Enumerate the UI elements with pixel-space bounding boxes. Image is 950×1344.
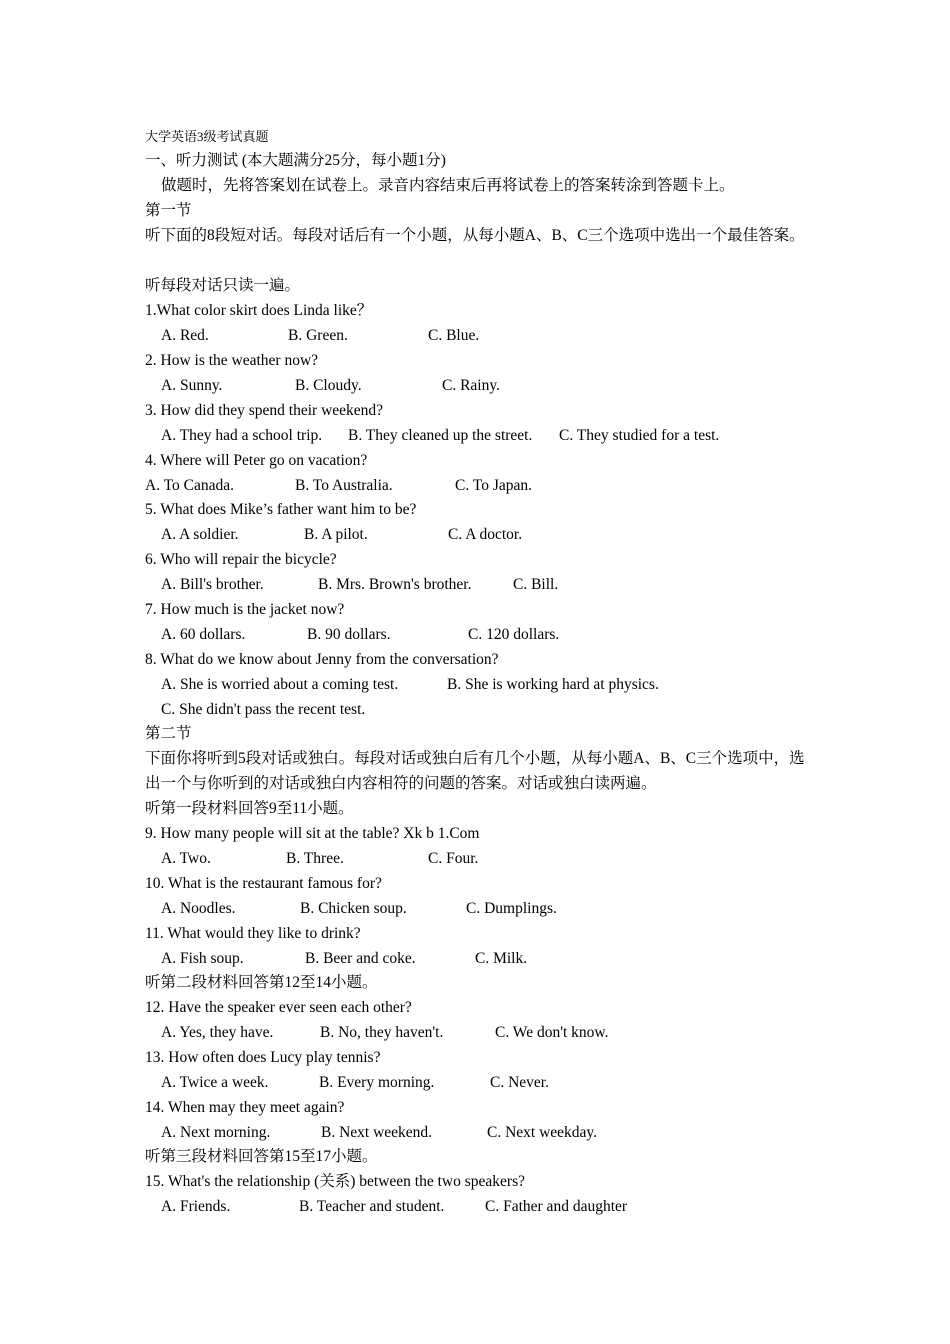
q4-option-a: A. To Canada. bbox=[145, 477, 235, 494]
question-3: 3. How did they spend their weekend? bbox=[145, 402, 384, 419]
material-2-note: 听第二段材料回答第12至14小题。 bbox=[145, 974, 378, 991]
q9-option-c: C. Four. bbox=[428, 850, 479, 867]
section1-description: 听下面的8段短对话。每段对话后有一个小题，从每小题A、B、C三个选项中选出一个最佳答案。 bbox=[145, 227, 805, 244]
q11-option-a: A. Fish soup. bbox=[161, 950, 244, 967]
q8-option-a: A. She is worried about a coming test. bbox=[161, 676, 399, 693]
q5-option-a: A. A soldier. bbox=[161, 526, 239, 543]
q3-option-c: C. They studied for a test. bbox=[559, 427, 720, 444]
q2-option-c: C. Rainy. bbox=[442, 377, 500, 394]
q15-option-b: B. Teacher and student. bbox=[299, 1198, 445, 1215]
q14-option-c: C. Next weekday. bbox=[487, 1124, 598, 1141]
q2-option-b: B. Cloudy. bbox=[295, 377, 362, 394]
q13-option-c: C. Never. bbox=[490, 1074, 549, 1091]
doc-title: 大学英语3级考试真题 bbox=[145, 129, 269, 144]
q7-option-b: B. 90 dollars. bbox=[307, 626, 391, 643]
section1-heading: 第一节 bbox=[145, 202, 192, 219]
question-6: 6. Who will repair the bicycle? bbox=[145, 551, 337, 568]
material-1-note: 听第一段材料回答9至11小题。 bbox=[145, 800, 354, 817]
q1-option-b: B. Green. bbox=[288, 327, 348, 344]
q9-option-b: B. Three. bbox=[286, 850, 344, 867]
question-1: 1.What color skirt does Linda like？ bbox=[145, 302, 373, 319]
question-13: 13. How often does Lucy play tennis? bbox=[145, 1049, 381, 1066]
question-7: 7. How much is the jacket now? bbox=[145, 601, 345, 618]
q4-option-b: B. To Australia. bbox=[295, 477, 393, 494]
q10-option-a: A. Noodles. bbox=[161, 900, 236, 917]
question-11: 11. What would they like to drink? bbox=[145, 925, 361, 942]
q8-option-c: C. She didn't pass the recent test. bbox=[161, 701, 366, 718]
q3-option-b: B. They cleaned up the street. bbox=[348, 427, 533, 444]
q2-option-a: A. Sunny. bbox=[161, 377, 223, 394]
q9-option-a: A. Two. bbox=[161, 850, 211, 867]
q7-option-a: A. 60 dollars. bbox=[161, 626, 246, 643]
q4-option-c: C. To Japan. bbox=[455, 477, 532, 494]
q12-option-b: B. No, they haven't. bbox=[320, 1024, 444, 1041]
question-14: 14. When may they meet again? bbox=[145, 1099, 345, 1116]
question-5: 5. What does Mike’s father want him to be? bbox=[145, 501, 417, 518]
q13-option-a: A. Twice a week. bbox=[161, 1074, 269, 1091]
q13-option-b: B. Every morning. bbox=[319, 1074, 435, 1091]
q3-option-a: A. They had a school trip. bbox=[161, 427, 323, 444]
q5-option-b: B. A pilot. bbox=[304, 526, 368, 543]
q7-option-c: C. 120 dollars. bbox=[468, 626, 560, 643]
q6-option-a: A. Bill's brother. bbox=[161, 576, 264, 593]
q1-option-a: A. Red. bbox=[161, 327, 209, 344]
q14-option-b: B. Next weekend. bbox=[321, 1124, 433, 1141]
q5-option-c: C. A doctor. bbox=[448, 526, 523, 543]
question-2: 2. How is the weather now? bbox=[145, 352, 319, 369]
question-9: 9. How many people will sit at the table? Xk b 1.Com bbox=[145, 825, 480, 842]
q6-option-b: B. Mrs. Brown's brother. bbox=[318, 576, 472, 593]
section2-description: 下面你将听到5段对话或独白。每段对话或独白后有几个小题，从每小题A、B、C三个选项中，选出一个与你听到的对话或独白内容相符的问题的答案。对话或独白读两遍。 bbox=[145, 750, 805, 792]
part1-heading: 一、听力测试 (本大题满分25分，每小题1分) bbox=[145, 152, 446, 169]
question-12: 12. Have the speaker ever seen each other? bbox=[145, 999, 412, 1016]
q11-option-c: C. Milk. bbox=[475, 950, 528, 967]
q15-option-c: C. Father and daughter bbox=[485, 1198, 628, 1215]
section2-heading: 第二节 bbox=[145, 725, 192, 742]
question-15: 15. What's the relationship (关系) between the two speakers? bbox=[145, 1173, 525, 1190]
q6-option-c: C. Bill. bbox=[513, 576, 559, 593]
material-3-note: 听第三段材料回答第15至17小题。 bbox=[145, 1148, 378, 1165]
q12-option-a: A. Yes, they have. bbox=[161, 1024, 274, 1041]
q14-option-a: A. Next morning. bbox=[161, 1124, 271, 1141]
q8-option-b: B. She is working hard at physics. bbox=[447, 676, 659, 693]
q15-option-a: A. Friends. bbox=[161, 1198, 231, 1215]
question-10: 10. What is the restaurant famous for? bbox=[145, 875, 382, 892]
section1-note: 听每段对话只读一遍。 bbox=[145, 277, 301, 294]
q10-option-c: C. Dumplings. bbox=[466, 900, 557, 917]
instruction: 做题时，先将答案划在试卷上。录音内容结束后再将试卷上的答案转涂到答题卡上。 bbox=[161, 177, 735, 194]
q10-option-b: B. Chicken soup. bbox=[300, 900, 407, 917]
q12-option-c: C. We don't know. bbox=[495, 1024, 609, 1041]
q1-option-c: C. Blue. bbox=[428, 327, 480, 344]
question-8: 8. What do we know about Jenny from the conversation? bbox=[145, 651, 499, 668]
q11-option-b: B. Beer and coke. bbox=[305, 950, 416, 967]
question-4: 4. Where will Peter go on vacation? bbox=[145, 452, 368, 469]
